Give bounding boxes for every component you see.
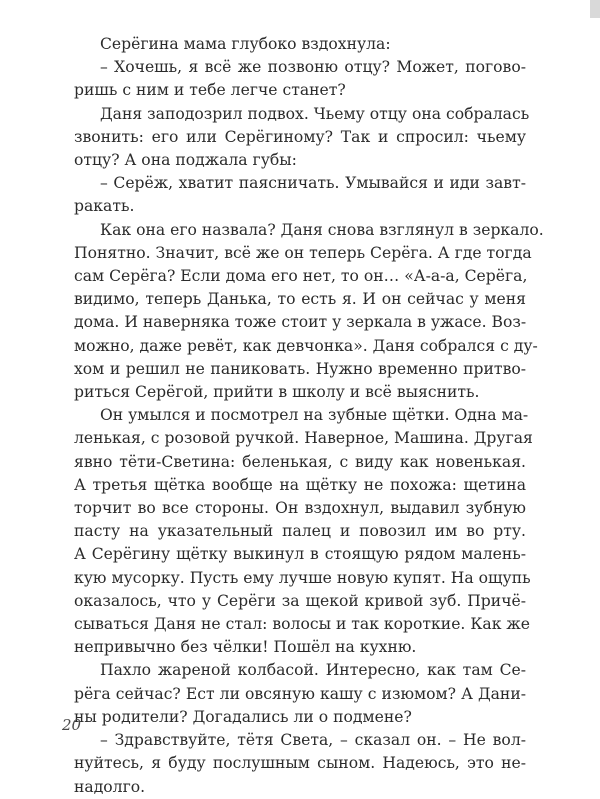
paragraph: [74, 729, 526, 799]
text-line: А Серёгину щётку выкинул в стоящую рядом малень-: [74, 545, 526, 564]
text-line: торчит во все стороны. Он вздохнул, выдавил зубную: [74, 499, 526, 518]
paragraph: [74, 33, 526, 56]
text-line: надолго.: [74, 777, 146, 796]
page-edge-shadow: [590, 0, 600, 18]
text-line: сываться Даня не стал: волосы и так короткие. Как же: [74, 615, 530, 634]
text-line: кую мусорку. Пусть ему лучше новую купят. На ощупь: [74, 568, 531, 587]
text-line: нуйтесь, я буду послушным сыном. Надеюсь, это не-: [74, 754, 526, 773]
page-number: 20: [62, 716, 82, 734]
paragraph: [74, 659, 526, 729]
paragraph: [74, 404, 533, 659]
text-line: оказалось, что у Серёги за щекой кривой зуб. Причё-: [74, 591, 526, 610]
paragraph: [74, 56, 526, 102]
paragraph: [74, 103, 530, 173]
text-line: Даня заподозрил подвох. Чьему отцу она собралась: [100, 104, 530, 123]
text-line: ленькая, с розовой ручкой. Наверное, Машина. Другая: [74, 429, 533, 448]
text-line: сам Серёга? Если дома его нет, то он… «А-а-а, Серёга,: [74, 267, 528, 286]
paragraph: [74, 219, 544, 405]
text-line: можно, даже ревёт, как девчонка». Даня собрался с ду-: [74, 336, 538, 355]
text-line: отцу? А она поджала губы:: [74, 151, 297, 170]
text-line: видимо, теперь Данька, то есть я. И он сейчас у меня: [74, 290, 526, 309]
text-line: Серёгина мама глубоко вздохнула:: [100, 35, 391, 53]
text-line: А третья щётка вообще на щётку не похожа: щетина: [74, 475, 526, 494]
text-line: Как она его назвала? Даня снова взглянул в зеркало.: [100, 220, 544, 239]
text-line: явно тёти-Светина: беленькая, с виду как новенькая.: [74, 452, 526, 471]
text-line: Он умылся и посмотрел на зубные щётки. Одна ма-: [100, 406, 529, 425]
text-line: дома. И наверняка тоже стоит у зеркала в ужасе. Воз-: [74, 313, 527, 332]
body-text: [74, 33, 544, 799]
text-line: звонить: его или Серёгиному? Так и спросил: чьему: [74, 127, 526, 146]
text-line: рёга сейчас? Ест ли овсяную кашу с изюмом? А Дани-: [74, 684, 526, 703]
text-line: – Здравствуйте, тётя Света, – сказал он. – Не вол-: [100, 731, 526, 750]
text-line: риться Серёгой, прийти в школу и всё выяснить.: [74, 383, 480, 402]
paragraph: [74, 172, 526, 218]
text-line: ны родители? Догадались ли о подмене?: [74, 707, 412, 726]
text-line: ришь с ним и тебе легче станет?: [74, 81, 346, 100]
text-line: – Серёж, хватит паясничать. Умывайся и иди завт-: [100, 174, 526, 193]
text-line: непривычно без чёлки! Пошёл на кухню.: [74, 638, 417, 657]
text-line: хом и решил не паниковать. Нужно временно притво-: [74, 359, 526, 378]
text-line: пасту на указательный палец и повозил им во рту.: [74, 522, 526, 541]
text-line: – Хочешь, я всё же позвоню отцу? Может, погово-: [100, 58, 526, 77]
text-line: ракать.: [74, 197, 135, 216]
text-line: Понятно. Значит, всё же он теперь Серёга. А где тогда: [74, 243, 532, 262]
text-line: Пахло жареной колбасой. Интересно, как там Се-: [100, 661, 526, 680]
